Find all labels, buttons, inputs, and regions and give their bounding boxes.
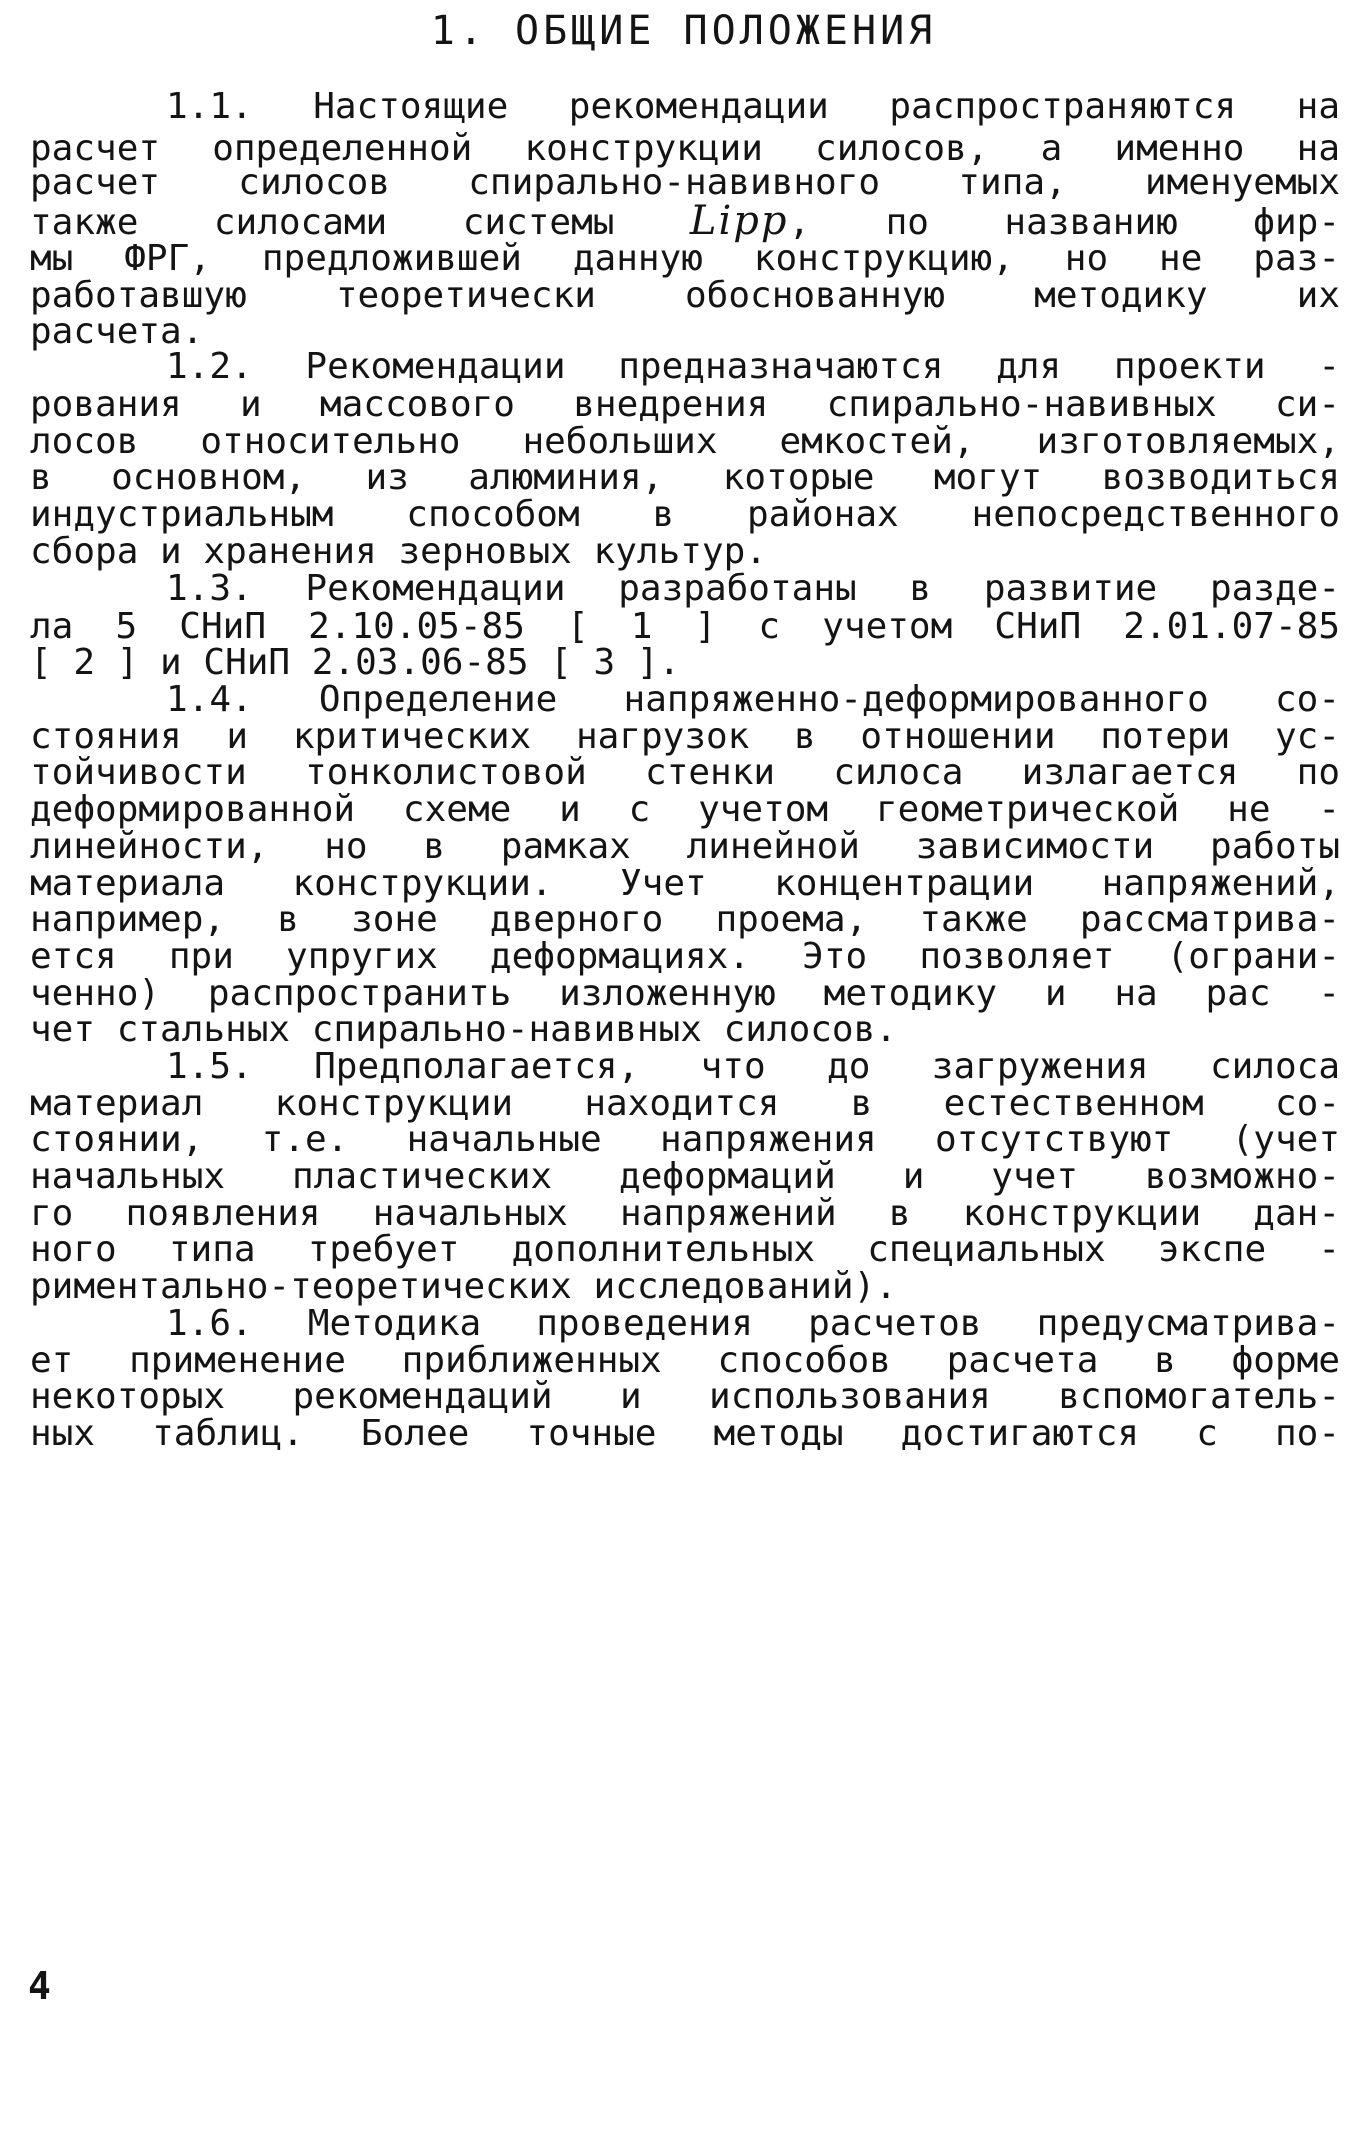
section-heading: 1. ОБЩИЕ ПОЛОЖЕНИЯ <box>430 8 937 54</box>
text-line: в основном, из алюминия, которые могут возводиться <box>30 457 1340 498</box>
text-line: ных таблиц. Более точные методы достигаются с по- <box>30 1413 1340 1454</box>
text-line: риментально-теоретических исследований). <box>30 1266 897 1307</box>
text-line: рования и массового внедрения спирально-навивных си- <box>30 384 1340 425</box>
text-line: ченно) распространить изложенную методику и на рас - <box>30 973 1340 1014</box>
text-line: ет применение приближенных способов расчета в форме <box>30 1340 1340 1381</box>
text-line: стоянии, т.е. начальные напряжения отсутствуют (учет <box>30 1119 1340 1160</box>
text-line: мы ФРГ, предложившей данную конструкцию, но не раз- <box>30 238 1340 279</box>
text-line: расчет силосов спирально-навивного типа, именуемых <box>30 162 1340 203</box>
text-line: го появления начальных напряжений в конструкции дан- <box>30 1193 1340 1234</box>
text-line: 1.4. Определение напряженно-деформированного со- <box>166 679 1340 720</box>
text-line: сбора и хранения зерновых культур. <box>30 531 767 572</box>
text-line: индустриальным способом в районах непосредственного <box>30 494 1340 535</box>
handwritten-word: Lipp <box>689 198 789 244</box>
text-line: ного типа требует дополнительных специальных экспе - <box>30 1229 1340 1270</box>
text-line: 1.3. Рекомендации разработаны в развитие разде- <box>166 568 1340 609</box>
text-line: расчет определенной конструкции силосов, а именно на <box>30 128 1340 169</box>
text-line: расчета. <box>30 311 204 352</box>
text-line: тойчивости тонколистовой стенки силоса излагается по <box>30 752 1340 793</box>
text-line: ется при упругих деформациях. Это позволяет (ограни- <box>30 936 1340 977</box>
text-fragment: также силосами системы <box>30 202 690 243</box>
text-line: работавшую теоретически обоснованную методику их <box>30 275 1340 316</box>
text-line: 1.1. Настоящие рекомендации распространяются на <box>166 86 1340 127</box>
text-line: линейности, но в рамках линейной зависимости работы <box>30 826 1340 867</box>
text-line: 1.5. Предполагается, что до загружения силоса <box>166 1046 1340 1087</box>
text-line: материала конструкции. Учет концентрации напряжений, <box>30 863 1340 904</box>
page-number: 4 <box>28 1964 51 2008</box>
text-fragment: , по названию фир- <box>788 202 1340 243</box>
text-line: [ 2 ] и СНиП 2.03.06-85 [ 3 ]. <box>30 642 681 683</box>
text-line: лосов относительно небольших емкостей, изготовляемых, <box>30 421 1340 462</box>
text-line: например, в зоне дверного проема, также рассматрива- <box>30 899 1340 940</box>
text-line: 1.2. Рекомендации предназначаются для проекти - <box>166 346 1340 387</box>
text-line: начальных пластических деформаций и учет возможно- <box>30 1156 1340 1197</box>
text-line: чет стальных спирально-навивных силосов. <box>30 1009 897 1050</box>
text-line: 1.6. Методика проведения расчетов предусматрива- <box>166 1303 1340 1344</box>
text-line: деформированной схеме и с учетом геометрической не - <box>30 789 1340 830</box>
text-line: стояния и критических нагрузок в отношении потери ус- <box>30 716 1340 757</box>
text-line: ла 5 СНиП 2.10.05-85 [ 1 ] с учетом СНиП 2.01.07-85 <box>30 606 1340 647</box>
text-line: материал конструкции находится в естественном со- <box>30 1083 1340 1124</box>
text-line: некоторых рекомендаций и использования вспомогатель- <box>30 1376 1340 1417</box>
